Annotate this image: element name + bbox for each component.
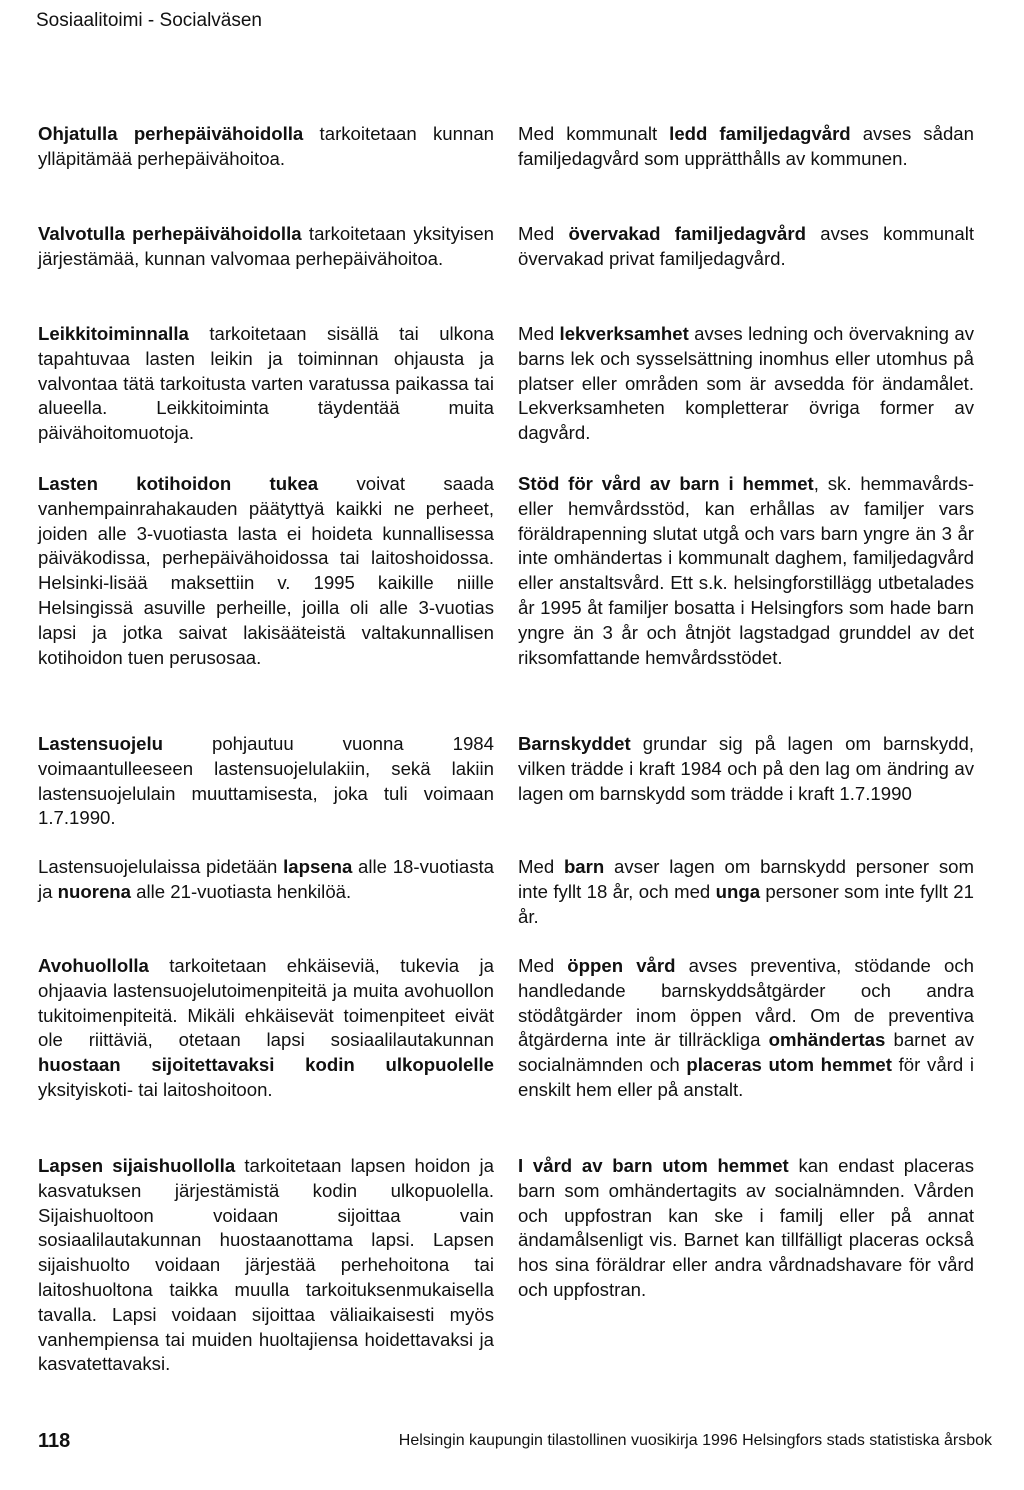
text-run: tarkoitetaan kunnan ylläpitämää perhepäivähoitoa.	[38, 123, 494, 169]
bold-term: Lapsen sijaishuollolla	[38, 1155, 236, 1176]
paragraph-lekverksamhet	[518, 322, 974, 446]
text-run: kan endast placeras barn som omhändertagits av socialnämnden. Vården och uppfostran kan ske i familj eller på annat ändamålsenligt vis. Barnet kan tillfälligt placeras också hos sina föräldrar eller andra vårdnadshavare för vård och uppfostran.	[518, 1155, 974, 1300]
text-run: tarkoitetaan ehkäiseviä, tukevia ja ohjaavia lastensuojelutoimenpiteitä ja muita avohuollon tukitoimenpiteitä. Mikäli ehkäisevät toimenpiteet eivät ole riittäviä, otetaan lapsi sosiaalilautakunnan	[38, 955, 494, 1051]
paragraph-leikkitoiminta	[38, 322, 494, 446]
paragraph-ledd-familjedagvard	[518, 122, 974, 172]
paragraph-barn-unga	[518, 855, 974, 929]
bold-term: Stöd för vård av barn i hemmet	[518, 473, 814, 494]
page-header: Sosiaalitoimi - Socialväsen	[36, 10, 262, 31]
text-run: barnet av socialnämnden och	[518, 1029, 974, 1076]
paragraph-barnskyddet	[518, 732, 974, 806]
text-run: , sk. hemmavårds- eller hemvårdsstöd, kan erhållas av familjer vars föräldrapenning slutat utgå och vars barn yngre än 3 år inte omhändertas i kommunalt daghem, familjedagvård eller anstaltsvård. Ett s.k. helsingforstillägg utbetalades år 1995 åt familjer bosatta i Helsingfors som hade barn yngre än 3 år och åtnjöt lagstadgad grunddel av det riksomfattande hemvårdsstödet.	[518, 473, 974, 668]
bold-term: Ohjatulla perhepäivähoidolla	[38, 123, 304, 144]
paragraph-hemvardsstod	[518, 472, 974, 670]
bold-term: omhändertas	[768, 1029, 886, 1051]
bold-term: placeras utom hemmet	[686, 1054, 892, 1076]
bold-term: Leikkitoiminnalla	[38, 323, 189, 344]
bold-term: Barnskyddet	[518, 733, 631, 754]
bold-term: Lasten kotihoidon tukea	[38, 473, 319, 494]
paragraph-oppen-vard	[518, 954, 974, 1103]
text-run: alle 18-vuotiasta ja	[38, 856, 494, 902]
bold-term: övervakad familjedagvård	[568, 223, 806, 244]
text-run: yksityiskoti- tai laitoshoitoon.	[38, 1078, 273, 1100]
bold-term: unga	[715, 880, 761, 902]
bold-term: Avohuollolla	[38, 955, 149, 976]
bold-term: lapsena	[283, 856, 353, 877]
page-number: 118	[38, 1430, 71, 1452]
text-run: avses kommunalt övervakad privat familjedagvård.	[518, 223, 975, 269]
paragraph-avohuolto	[38, 954, 494, 1103]
paragraph-ohjattu	[38, 122, 494, 172]
text-run: grundar sig på lagen om barnskydd, vilken trädde i kraft 1984 och på den lag om ändring av lagen om barnskydd som trädde i kraft 1.7.1990	[518, 733, 974, 804]
paragraph-lapsi-nuori	[38, 855, 494, 905]
publication-title: Helsingin kaupungin tilastollinen vuosikirja 1996 Helsingfors stads statistiska årsbok	[398, 1432, 992, 1449]
bold-term: Lastensuojelu	[38, 733, 164, 754]
paragraph-lastensuojelu	[38, 732, 494, 831]
text-run: Med	[518, 223, 569, 244]
bold-term: öppen vård	[567, 955, 676, 976]
text-run: tarkoitetaan lapsen hoidon ja kasvatuksen järjestämistä kodin ulkopuolella. Sijaishuoltoon voidaan sijoittaa vain sosiaalilautakunnan huostaanottama lapsi. Lapsen sijaishuolto voidaan järjestää perhehoitona tai laitoshuoltona taikka muulla tarkoituksenmukaisella tavalla. Lapsi voidaan sijoittaa väliaikaisesti myös vanhempiensa tai muiden huoltajiensa hoidettavaksi ja kasvatettavaksi.	[38, 1155, 494, 1375]
bold-term: ledd familjedagvård	[669, 123, 851, 144]
bold-term: Valvotulla perhepäivähoidolla	[38, 223, 302, 244]
text-run: Lastensuojelulaissa pidetään	[38, 856, 284, 877]
text-run: Med	[518, 856, 564, 877]
text-run: personer som inte fyllt 21 år.	[518, 880, 974, 927]
paragraph-vard-utom-hemmet	[518, 1154, 974, 1303]
bold-term: lekverksamhet	[559, 323, 689, 344]
bold-term: barn	[563, 856, 605, 877]
text-run: Med	[518, 955, 568, 976]
text-run: tarkoitetaan yksityisen järjestämää, kunnan valvomaa perhepäivähoitoa.	[38, 223, 495, 269]
paragraph-kotihoidon-tuki	[38, 472, 494, 670]
paragraph-overvakad-familjedagvard	[518, 222, 974, 272]
text-run: Med	[518, 323, 560, 344]
text-run: avses sådan familjedagvård som upprätthålls av kommunen.	[518, 123, 974, 169]
text-run: avses preventiva, stödande och handledande barnskyddsåtgärder och andra stödåtgärder inom öppen vård. Om de preventiva åtgärderna inte är tillräckliga	[518, 955, 974, 1051]
bold-term: nuorena	[57, 880, 131, 902]
paragraph-valvottu	[38, 222, 494, 272]
text-run: tarkoitetaan sisällä tai ulkona tapahtuvaa lasten leikin ja toiminnan ohjausta ja valvontaa tätä tarkoitusta varten varatussa paikassa tai alueella. Leikkitoiminta täydentää muita päivähoitomuotoja.	[38, 323, 494, 444]
text-run: Med kommunalt	[518, 123, 670, 144]
bold-term: I vård av barn utom hemmet	[518, 1155, 789, 1176]
text-run: voivat saada vanhempainrahakauden päätyttyä kaikki ne perheet, joiden alle 3-vuotiasta lasta ei hoideta kunnallisessa päiväkodissa, perhepäivähoidossa tai laitoshoidossa. Helsinki-lisää maksettiin v. 1995 kaikille niille Helsingissä asuville perheille, joilla oli alle 3-vuotias lapsi ja jotka saivat lakisääteistä valtakunnallisen kotihoidon tuen perusosaa.	[38, 473, 494, 668]
text-run: avser lagen om barnskydd personer som inte fyllt 18 år, och med	[518, 856, 974, 902]
bold-term: huostaan sijoitettavaksi kodin ulkopuolelle	[38, 1054, 494, 1076]
text-run: avses ledning och övervakning av barns lek och sysselsättning inomhus eller utomhus på platser eller områden som är avsedda för ändamålet. Lekverksamheten kompletterar övriga former av dagvård.	[518, 323, 974, 444]
text-run: pohjautuu vuonna 1984 voimaantulleeseen lastensuojelulakiin, sekä lakiin lastensuojelulain muuttamisesta, joka tuli voimaan 1.7.1990.	[38, 733, 494, 829]
text-run: för vård i enskilt hem eller på anstalt.	[518, 1054, 974, 1100]
text-run: alle 21-vuotiasta henkilöä.	[131, 880, 352, 902]
paragraph-sijaishuolto	[38, 1154, 494, 1377]
